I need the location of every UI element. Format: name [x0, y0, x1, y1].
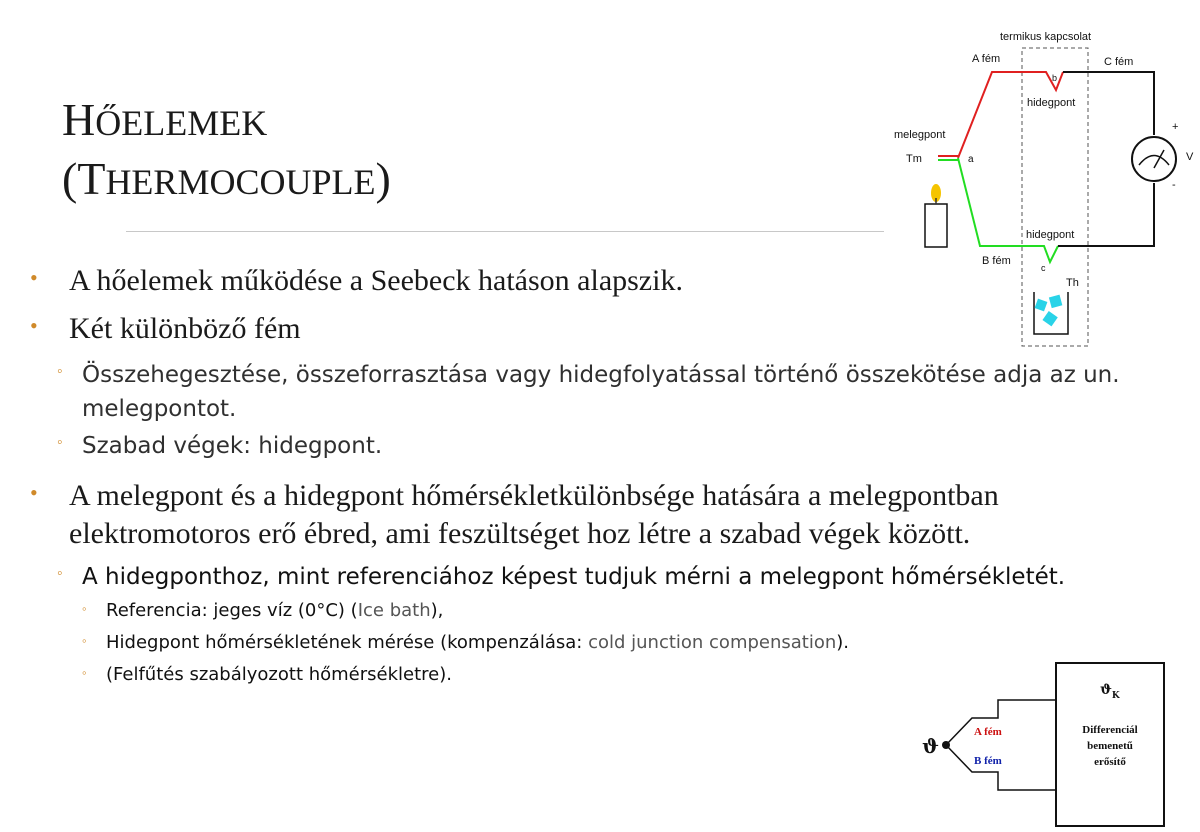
voltmeter-v-label: V	[1186, 151, 1194, 163]
amplifier-label-line2: bemenetű	[1087, 740, 1133, 752]
node-b-label: b	[1052, 73, 1058, 83]
sub-sub-bullet-marker: ◦	[82, 633, 87, 648]
cold-junction-bottom-label: hidegpont	[1026, 229, 1075, 241]
amp-metal-a-label: A fém	[974, 726, 1002, 738]
metal-c-label: C fém	[1104, 56, 1134, 68]
bullet-seebeck: A hőelemek működése a Seebeck hatáson alapszik.	[69, 264, 683, 297]
metal-a-label: A fém	[972, 53, 1001, 65]
sub-bullet-marker: ◦	[57, 363, 63, 380]
metal-a-wire	[958, 72, 1063, 158]
sub-sub-bullet-heating: (Felfűtés szabályozott hőmérsékletre).	[106, 664, 452, 685]
cold-junction-top-label: hidegpont	[1027, 97, 1076, 109]
metal-b-wire	[958, 158, 1058, 262]
voltmeter-plus-label: +	[1172, 121, 1179, 133]
th-label: Th	[1066, 277, 1079, 289]
metal-c-wire-top	[1063, 72, 1154, 135]
sub-bullet-welding-line2: melegpontot.	[82, 396, 237, 422]
tm-label: Tm	[906, 153, 922, 165]
theta-k-label: $ϑ_K$	[1100, 682, 1120, 701]
differential-amplifier-diagram	[915, 655, 1200, 832]
theta-label: ϑ	[922, 734, 939, 758]
node-c-label: c	[1041, 263, 1046, 273]
sub-bullet-welding-line1: Összehegesztése, összeforrasztása vagy hidegfolyatással történő összekötése adja az un.	[82, 362, 1120, 388]
title-divider	[126, 231, 884, 232]
bullet-temperature-difference-line1: A melegpont és a hidegpont hőmérsékletkülönbsége hatására a melegpontban	[69, 479, 999, 512]
node-a-label: a	[968, 154, 974, 165]
sub-bullet-marker: ◦	[57, 565, 63, 582]
metal-b-label: B fém	[982, 255, 1011, 267]
amplifier-label-line3: erősítő	[1094, 756, 1126, 768]
sub-bullet-free-ends: Szabad végek: hidegpont.	[82, 433, 383, 459]
slide-title	[62, 92, 391, 210]
sub-sub-bullet-marker: ◦	[82, 665, 87, 680]
wire-a	[946, 700, 1056, 745]
sub-sub-bullet-compensation: Hidegpont hőmérsékletének mérése (kompenzálása: cold junction compensation).	[106, 632, 850, 653]
title-line-1: HŐELEMEK	[62, 94, 268, 145]
ice-cube-icon	[1049, 295, 1062, 308]
sub-sub-bullet-marker: ◦	[82, 601, 87, 616]
bullet-marker: •	[30, 313, 38, 338]
amplifier-label-line1: Differenciál	[1082, 724, 1138, 736]
wire-b	[946, 745, 1056, 790]
title-line-2: (THERMOCOUPLE)	[62, 153, 391, 204]
amp-metal-b-label: B fém	[974, 755, 1002, 767]
sub-bullet-reference: A hidegponthoz, mint referenciához képest tudjuk mérni a melegpont hőmérsékletét.	[82, 564, 1066, 590]
bullet-marker: •	[30, 480, 38, 505]
voltmeter-minus-label: -	[1172, 179, 1176, 191]
ice-cube-icon	[1042, 311, 1057, 326]
sub-bullet-marker: ◦	[57, 434, 63, 451]
bullet-marker: •	[30, 265, 38, 290]
thermocouple-circuit-diagram	[880, 20, 1200, 360]
candle-icon	[925, 204, 947, 247]
bullet-two-metals: Két különböző fém	[69, 312, 301, 345]
measuring-junction-dot	[942, 741, 950, 749]
hot-junction-label: melegpont	[894, 129, 946, 141]
voltmeter-icon	[1132, 137, 1176, 181]
bullet-temperature-difference-line2: elektromotoros erő ébred, ami feszültséget hoz létre a szabad végek között.	[69, 517, 971, 550]
thermal-contact-label: termikus kapcsolat	[1000, 31, 1092, 43]
sub-sub-bullet-ice-bath: Referencia: jeges víz (0°C) (Ice bath),	[106, 600, 444, 621]
ice-cube-icon	[1035, 299, 1048, 312]
